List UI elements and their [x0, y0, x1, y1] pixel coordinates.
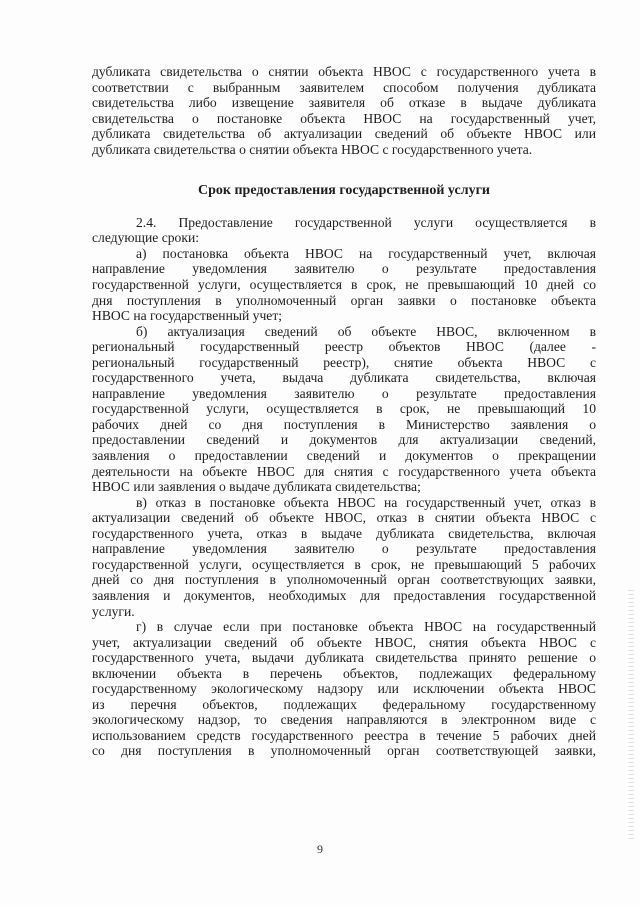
text-line: государственного учета, выдачи дубликата свидетельства принято решение о [92, 650, 596, 666]
text-line: направление уведомления заявителю о результате предоставления [92, 385, 596, 401]
text-line: региональный государственный реестр объектов НВОС (далее - [92, 339, 596, 355]
text-line: соответствии с выбранным заявителем способом получения дубликата [92, 79, 596, 95]
text-line: б) актуализация сведений об объекте НВОС, включенном в [136, 323, 596, 339]
text-line: заявления о предоставлении сведений и документов о прекращении [92, 448, 596, 464]
text-line: а) постановка объекта НВОС на государственный учет, включая [136, 245, 596, 261]
text-line: направление уведомления заявителю о результате предоставления [92, 261, 596, 277]
text-line: государственного учета, отказ в выдаче дубликата свидетельства, включая [92, 525, 596, 541]
text-line: включении объекта в перечень объектов, подлежащих федеральному [92, 665, 596, 681]
text-line: со дня поступления в уполномоченный орган соответствующей заявки, [92, 743, 596, 759]
text-line: свидетельства о постановке объекта НВОС на государственный учет, [92, 110, 596, 126]
document-body [92, 64, 596, 759]
text-line: дней со дня поступления в уполномоченный орган соответствующих заявки, [92, 572, 596, 588]
text-line: дубликата свидетельства о снятии объекта НВОС с государственного учета. [92, 141, 533, 157]
paragraph-g [92, 619, 596, 759]
paragraph-b [92, 324, 596, 495]
text-line: актуализации сведений об объекте НВОС, отказ в снятии объекта НВОС с [92, 510, 596, 526]
text-line: в) отказ в постановке объекта НВОС на государственный учет, отказ в [136, 494, 596, 510]
text-line: дня поступления в уполномоченный орган заявки о постановке объекта [92, 292, 596, 308]
text-line: государственной услуги, осуществляется в срок, не превышающий 5 рабочих [92, 556, 596, 572]
text-line: НВОС или заявления о выдаче дубликата свидетельства; [92, 479, 421, 495]
scan-edge-mark [628, 590, 634, 840]
paragraph-2-4 [92, 215, 596, 246]
paragraph-v [92, 495, 596, 619]
paragraph-a [92, 246, 596, 324]
text-line: следующие сроки: [92, 230, 199, 246]
text-line: учет, актуализации сведений об объекте НВОС, снятия объекта НВОС с [92, 634, 596, 650]
text-line: использованием средств государственного реестра в течение 5 рабочих дней [92, 727, 596, 743]
text-line: свидетельства либо извещение заявителя об отказе в выдаче дубликата [92, 95, 596, 111]
text-line: рабочих дней со дня поступления в Министерство заявления о [92, 416, 596, 432]
text-line: заявления и документов, необходимых для предоставления государственной [92, 587, 596, 603]
section-heading: Срок предоставления государственной услуги [198, 183, 490, 199]
text-line: дубликата свидетельства о снятии объекта НВОС с государственного учета в [92, 64, 596, 79]
text-line: экологическому надзор, то сведения направляются в электронном виде с [92, 712, 596, 728]
text-line: из перечня объектов, подлежащих федеральному государственному [92, 696, 596, 712]
text-line: государственной услуги, осуществляется в срок, не превышающий 10 [92, 401, 596, 417]
text-line: НВОС на государственный учет; [92, 308, 283, 324]
text-line: услуги. [92, 603, 135, 619]
text-line: 2.4. Предоставление государственной услуги осуществляется в [136, 214, 596, 230]
text-line: направление уведомления заявителю о результате предоставления [92, 541, 596, 557]
page-number: 9 [317, 842, 323, 856]
text-line: предоставлении сведений и документов для актуализации сведений, [92, 432, 596, 448]
intro-block [92, 64, 596, 157]
text-line: дубликата свидетельства об актуализации сведений об объекте НВОС или [92, 126, 596, 142]
text-line: региональный государственный реестр), снятие объекта НВОС с [92, 354, 596, 370]
text-line: государственного учета, выдача дубликата свидетельства, включая [92, 370, 596, 386]
text-line: государственному экологическому надзору или исключении объекта НВОС [92, 681, 596, 697]
text-line: государственной услуги, осуществляется в срок, не превышающий 10 дней со [92, 277, 596, 293]
text-line: деятельности на объекте НВОС для снятия с государственного учета объекта [92, 463, 596, 479]
text-line: г) в случае если при постановке объекта НВОС на государственный [136, 619, 596, 635]
